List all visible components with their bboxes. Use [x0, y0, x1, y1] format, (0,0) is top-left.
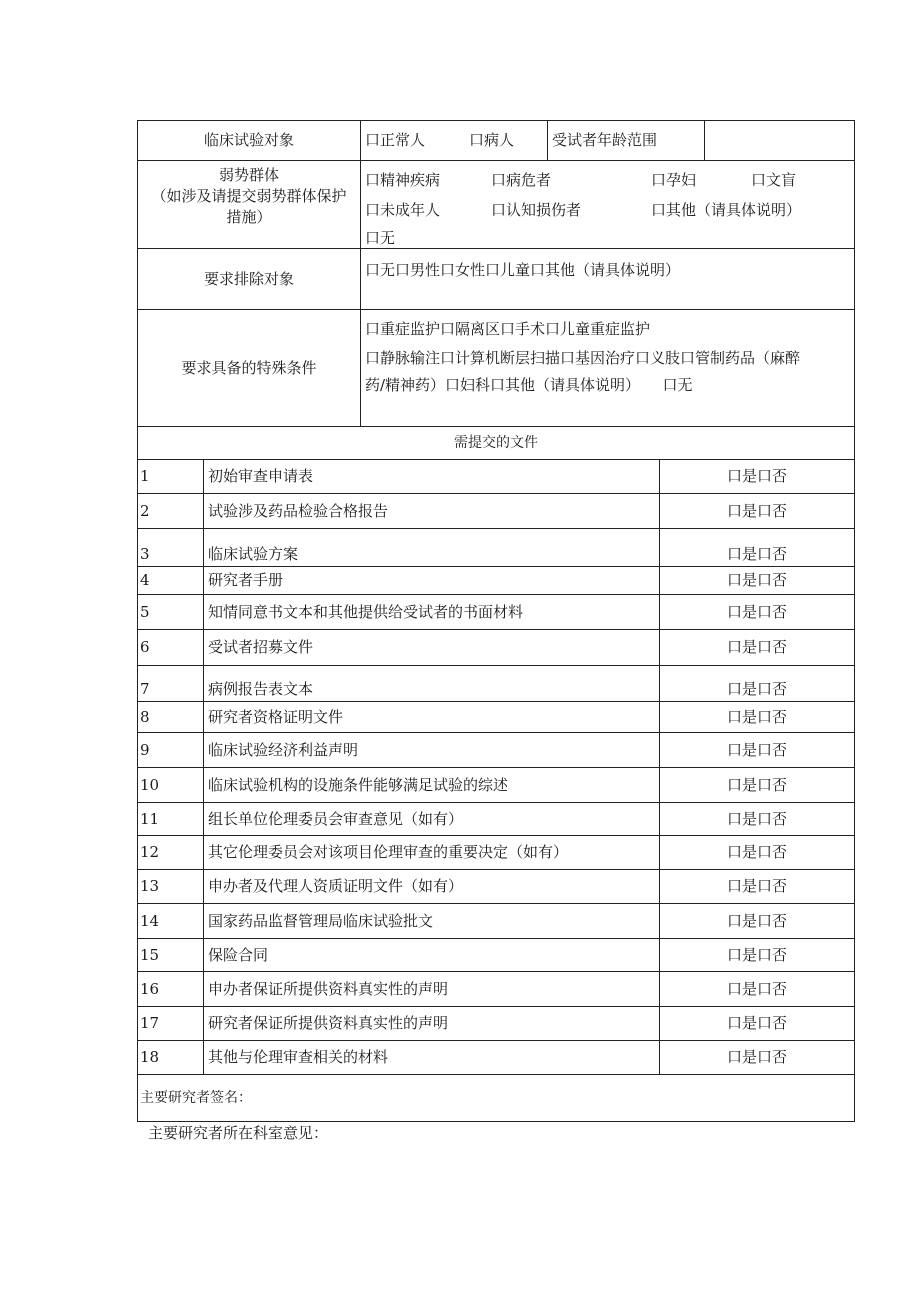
document-name: 组长单位伦理委员会审查意见（如有）: [203, 803, 659, 835]
critical-patient-checkbox[interactable]: 口病危者: [491, 171, 552, 189]
document-name: 保险合同: [203, 939, 659, 971]
document-number: 17: [140, 1014, 160, 1033]
document-name: 知情同意书文本和其他提供给受试者的书面材料: [203, 595, 659, 629]
vulnerable-label-line2: （如涉及请提交弱势群体保护: [151, 187, 347, 205]
exclusion-label: 要求排除对象: [203, 269, 294, 288]
pi-signature-row: [138, 1074, 854, 1121]
cognitive-impairment-checkbox[interactable]: 口认知损伤者: [491, 201, 582, 219]
document-row: [138, 802, 854, 835]
document-row: [138, 701, 854, 732]
document-row: [138, 938, 854, 971]
subjects-row: [138, 121, 854, 160]
document-name: 研究者资格证明文件: [203, 702, 659, 732]
document-row: [138, 1006, 854, 1040]
document-name: 研究者保证所提供资料真实性的声明: [203, 1007, 659, 1040]
vulnerable-options: [360, 161, 854, 248]
vulnerable-label-line3: 措施）: [226, 208, 272, 226]
document-number: 10: [140, 775, 160, 794]
exclusion-options: [360, 249, 854, 309]
document-name: 受试者招募文件: [203, 630, 659, 665]
document-name: 其它伦理委员会对该项目伦理审查的重要决定（如有）: [203, 836, 659, 869]
documents-header-row: [138, 426, 854, 459]
yes-no-checkbox[interactable]: 口是口否: [659, 529, 854, 566]
none-checkbox[interactable]: 口无: [365, 229, 396, 247]
document-row: [138, 1040, 854, 1074]
exclusion-row: [138, 248, 854, 309]
document-row: [138, 665, 854, 701]
document-number: 18: [140, 1048, 160, 1067]
document-name: 初始审查申请表: [203, 460, 659, 493]
document-name: 试验涉及药品检验合格报告: [203, 494, 659, 528]
document-row: [138, 528, 854, 566]
document-row: [138, 459, 854, 493]
yes-no-checkbox[interactable]: 口是口否: [659, 733, 854, 767]
document-name: 临床试验经济利益声明: [203, 733, 659, 767]
special-conditions-options: [360, 310, 854, 426]
document-name: 病例报告表文本: [203, 666, 659, 701]
document-name: 其他与伦理审查相关的材料: [203, 1041, 659, 1074]
yes-no-checkbox[interactable]: 口是口否: [659, 494, 854, 528]
yes-no-checkbox[interactable]: 口是口否: [659, 567, 854, 594]
special-line2[interactable]: 口静脉输注口计算机断层扫描口基因治疗口义肢口管制药品（麻醉: [365, 349, 801, 367]
document-number: 15: [140, 945, 160, 964]
document-number: 13: [140, 877, 160, 896]
yes-no-checkbox[interactable]: 口是口否: [659, 768, 854, 802]
vulnerable-row: [138, 160, 854, 248]
patient-checkbox[interactable]: 口病人: [469, 131, 515, 149]
document-name: 申办者及代理人资质证明文件（如有）: [203, 870, 659, 903]
normal-checkbox[interactable]: 口正常人: [365, 131, 426, 149]
document-number: 12: [140, 843, 160, 862]
yes-no-checkbox[interactable]: 口是口否: [659, 1041, 854, 1074]
document-number: 5: [140, 602, 150, 621]
yes-no-checkbox[interactable]: 口是口否: [659, 836, 854, 869]
document-row: [138, 732, 854, 767]
special-line1[interactable]: 口重症监护口隔离区口手术口儿童重症监护: [365, 320, 651, 338]
document-name: 临床试验方案: [203, 529, 659, 566]
yes-no-checkbox[interactable]: 口是口否: [659, 460, 854, 493]
special-line3[interactable]: 药/精神药）口妇科口其他（请具体说明） 口无: [365, 376, 693, 394]
document-row: [138, 835, 854, 869]
yes-no-checkbox[interactable]: 口是口否: [659, 870, 854, 903]
document-row: [138, 566, 854, 594]
document-number: 8: [140, 707, 150, 726]
subjects-options: [360, 121, 547, 160]
document-number: 16: [140, 979, 160, 998]
yes-no-checkbox[interactable]: 口是口否: [659, 803, 854, 835]
yes-no-checkbox[interactable]: 口是口否: [659, 666, 854, 701]
yes-no-checkbox[interactable]: 口是口否: [659, 904, 854, 938]
document-row: [138, 767, 854, 802]
document-row: [138, 594, 854, 629]
yes-no-checkbox[interactable]: 口是口否: [659, 702, 854, 732]
yes-no-checkbox[interactable]: 口是口否: [659, 595, 854, 629]
document-name: 申办者保证所提供资料真实性的声明: [203, 972, 659, 1006]
vulnerable-label-line1: 弱势群体: [218, 166, 279, 184]
document-row: [138, 971, 854, 1006]
document-number: 6: [140, 638, 150, 657]
pregnant-checkbox[interactable]: 口孕妇: [651, 171, 697, 189]
exclusion-options-text[interactable]: 口无口男性口女性口儿童口其他（请具体说明）: [365, 261, 681, 279]
yes-no-checkbox[interactable]: 口是口否: [659, 630, 854, 665]
document-name: 研究者手册: [203, 567, 659, 594]
special-conditions-row: [138, 309, 854, 426]
document-name: 临床试验机构的设施条件能够满足试验的综述: [203, 768, 659, 802]
illiterate-checkbox[interactable]: 口文盲: [751, 171, 797, 189]
department-opinion-label: 主要研究者所在科室意见：: [148, 1124, 329, 1142]
minor-checkbox[interactable]: 口未成年人: [365, 201, 441, 219]
yes-no-checkbox[interactable]: 口是口否: [659, 939, 854, 971]
documents-header: 需提交的文件: [454, 434, 538, 451]
document-number: 7: [140, 679, 150, 698]
vulnerable-label: [138, 161, 360, 248]
document-number: 9: [140, 740, 150, 759]
document-row: [138, 869, 854, 903]
subjects-label: 临床试验对象: [203, 131, 294, 150]
special-conditions-label: 要求具备的特殊条件: [181, 358, 317, 377]
ethics-review-table: [137, 120, 855, 1122]
mental-illness-checkbox[interactable]: 口精神疾病: [365, 171, 441, 189]
document-number: 4: [140, 571, 150, 590]
document-number: 3: [140, 544, 150, 563]
document-row: [138, 493, 854, 528]
other-checkbox[interactable]: 口其他（请具体说明）: [651, 201, 802, 219]
age-range-label: 受试者年龄范围: [547, 121, 704, 160]
document-number: 14: [140, 911, 160, 930]
document-name: 国家药品监督管理局临床试验批文: [203, 904, 659, 938]
document-number: 1: [140, 467, 150, 486]
age-range-field[interactable]: [704, 121, 854, 160]
yes-no-checkbox[interactable]: 口是口否: [659, 972, 854, 1006]
document-row: [138, 903, 854, 938]
document-number: 11: [140, 809, 160, 828]
document-row: [138, 629, 854, 665]
yes-no-checkbox[interactable]: 口是口否: [659, 1007, 854, 1040]
pi-signature-label[interactable]: 主要研究者签名：: [140, 1089, 252, 1106]
document-number: 2: [140, 501, 150, 520]
